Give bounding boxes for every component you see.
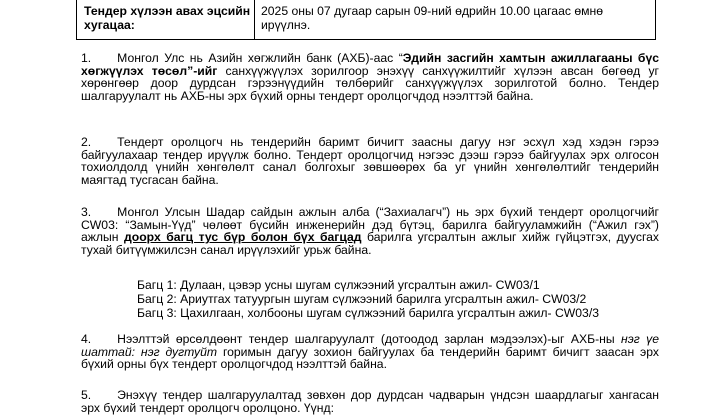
paragraph-number: 1. bbox=[81, 51, 92, 65]
deadline-value: 2025 оны 07 дугаар сарын 09-ний өдрийн 10.00 цагаас өмнө ирүүлнэ. bbox=[261, 4, 603, 32]
paragraph-3: 3. Монгол Улсын Шадар сайдын ажлын алба (“Захиалагч”) нь эрх бүхий тендерт оролцогчийг CW03: “Замын-Үүд” чөлөөт бүсийн инженерийн дэд бүтэц, барилга байгууламжийн (“Ажил гэх”) ажлын доорх багц тус бүр болон бүх багцад барилга угсралтын ажлыг хийж гүйцэтгэх, дуусгах тухай битүүмжилсэн санал ирүүлэхийг урьж байна. bbox=[81, 205, 659, 257]
project-name: Эдийн засгийн хамтын ажиллагааны бүс хөгжүүлэх төсөл”-ийг bbox=[81, 51, 660, 78]
paragraph-number: 2. bbox=[81, 135, 92, 149]
lot-item: Багц 3: Цахилгаан, холбооны шугам сүлжээний барилга угсралтын ажил- CW03/3 bbox=[137, 306, 599, 320]
paragraph-number: 5. bbox=[81, 388, 92, 402]
paragraph-number: 3. bbox=[81, 205, 92, 219]
deadline-label: Тендер хүлээн авах эцсийн хугацаа: bbox=[77, 0, 255, 39]
paragraph-2: 2. Тендерт оролцогч нь тендерийн баримт бичигт заасны дагуу нэг эсхүл хэд хэдэн гэрээ байгуулахаар тендер ирүүлж болно. Тендерт оролцогчид нэгээс дээш гэрээ байгуулах эрх олгосон тохиолдолд үнийн хөнгөлөлт санал болгохыг зөвшөөрөх ба уг үнийн хөнгөлөлтийг тендерийн маягтад тусгасан байна. bbox=[81, 135, 659, 187]
paragraph-5: 5. Энэхүү тендер шалгаруулалтад зөвхөн дор дурдсан чадварын үндсэн шаардлагыг хангасан эрх бүхий тендерт оролцогч оролцоно. Үүнд: bbox=[81, 388, 659, 415]
paragraph-4: 4. Нээлттэй өрсөлдөөнт тендер шалгаруулалт (дотоодод зарлан мэдээлэх)-ыг АХБ-ны нэг үе шаттай: нэг дугтуйт горимын дагуу зохион байгуулах ба тендерийн баримт бичигт заасан эрх бүхий орны бүх тендерт оролцогчдод нээлттэй байна. bbox=[81, 332, 660, 372]
paragraph-number: 4. bbox=[81, 332, 92, 346]
deadline-table bbox=[76, 0, 656, 40]
procedure-type: нэг үе шаттай: нэг дугтуйт bbox=[81, 332, 660, 359]
paragraph-1: 1. Монгол Улс нь Азийн хөгжлийн банк (АХБ)-аас “Эдийн засгийн хамтын ажиллагааны бүс хөгжүүлэх төсөл”-ийг санхүүжүүлэх зорилгоор энэхүү санхүүжилтийг хүлээн авсан бөгөөд уг хөрөнгөөр доор дурдсан гэрээнүүдийн төлбөрийг санхүүжүүлэх зорилготой болно. Тендер шалгаруулалт нь АХБ-ны эрх бүхий орны тендерт оролцогчдод нээлттэй байна. bbox=[81, 51, 660, 103]
lot-item: Багц 1: Дулаан, цэвэр усны шугам сүлжээний угсралтын ажил- CW03/1 bbox=[137, 278, 540, 292]
lot-item: Багц 2: Ариутгах татуургын шугам сүлжээний барилга угсралтын ажил- CW03/2 bbox=[137, 292, 587, 306]
lots-emphasis: доорх багц тус бүр болон бүх багцад bbox=[124, 230, 362, 245]
